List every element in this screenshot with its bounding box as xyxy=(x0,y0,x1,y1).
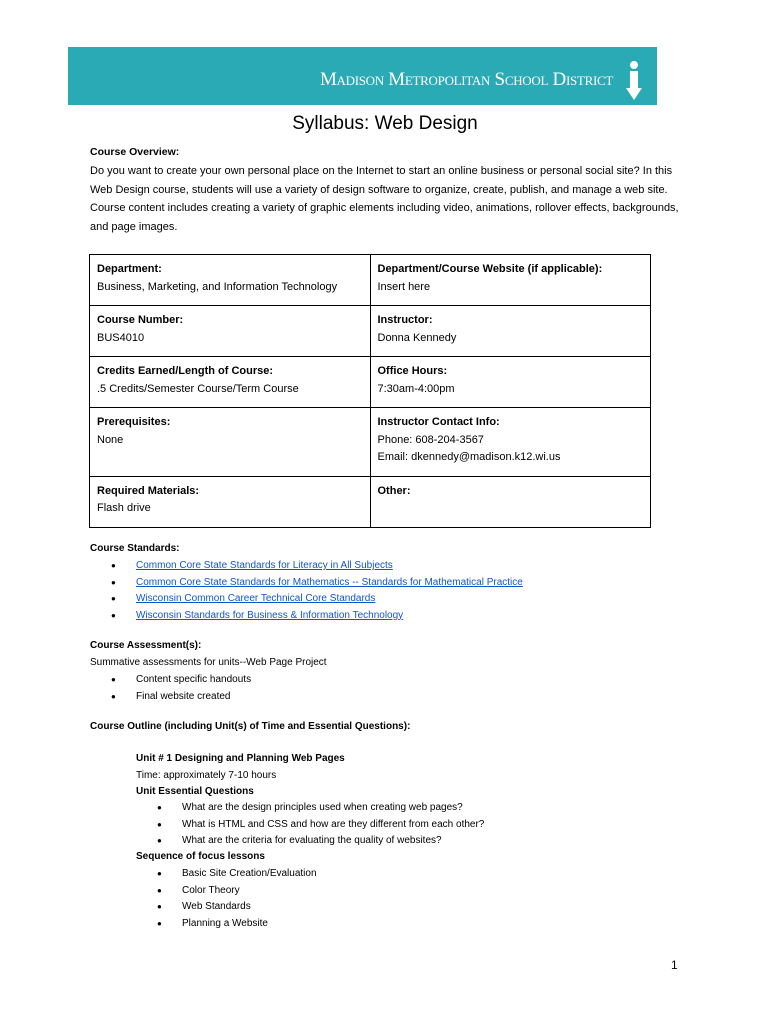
list-item xyxy=(111,591,523,608)
instructor-label: Instructor: xyxy=(377,314,433,326)
instructor-value: Donna Kennedy xyxy=(377,331,457,344)
bullet-icon: ● xyxy=(111,691,116,701)
contact-phone: Phone: 608-204-3567 xyxy=(377,433,484,446)
outline-heading: Course Outline (including Unit(s) of Time and Essential Questions): xyxy=(90,721,411,732)
department-cell xyxy=(90,255,371,306)
list-item xyxy=(111,575,523,592)
standards-link-mathematics[interactable]: Common Core State Standards for Mathematics -- Standards for Mathematical Practice xyxy=(136,576,523,588)
bullet-icon: ● xyxy=(157,869,162,878)
list-item xyxy=(111,689,251,706)
website-cell xyxy=(370,255,651,306)
i-figure-arrow-icon xyxy=(625,60,643,102)
table-row xyxy=(90,255,651,306)
bullet-icon: ● xyxy=(111,610,116,620)
bullet-icon: ● xyxy=(157,836,162,846)
lesson-item: Color Theory xyxy=(182,884,240,896)
standards-link-literacy[interactable]: Common Core State Standards for Literacy in All Subjects xyxy=(136,560,393,571)
essential-questions-list xyxy=(157,800,484,850)
course-number-label: Course Number: xyxy=(97,314,184,326)
bullet-icon: ● xyxy=(157,885,162,895)
bullet-icon: ● xyxy=(157,918,162,928)
list-item xyxy=(157,916,317,933)
unit-title: Unit # 1 Designing and Planning Web Pages xyxy=(136,753,345,764)
table-row xyxy=(90,306,651,357)
sequence-heading: Sequence of focus lessons xyxy=(136,851,265,862)
office-hours-value: 7:30am-4:00pm xyxy=(377,382,455,395)
instructor-cell xyxy=(370,306,651,357)
course-info-table xyxy=(89,254,651,528)
page-number: 1 xyxy=(671,958,678,972)
lessons-list xyxy=(157,866,317,932)
lesson-item: Planning a Website xyxy=(182,917,268,929)
bullet-icon: ● xyxy=(111,594,116,604)
question-item: What is HTML and CSS and how are they different from each other? xyxy=(182,818,485,830)
materials-cell xyxy=(90,476,371,527)
question-item: What are the criteria for evaluating the quality of websites? xyxy=(182,835,442,847)
standards-list xyxy=(111,558,523,624)
other-label: Other: xyxy=(377,484,411,497)
table-row xyxy=(90,408,651,477)
page-title: Syllabus: Web Design xyxy=(292,113,478,134)
prerequisites-label: Prerequisites: xyxy=(97,416,171,428)
materials-label: Required Materials: xyxy=(97,484,200,497)
department-label: Department: xyxy=(97,263,162,275)
list-item xyxy=(111,608,523,625)
prerequisites-value: None xyxy=(97,433,124,446)
question-item: What are the design principles used when creating web pages? xyxy=(182,802,463,813)
credits-label: Credits Earned/Length of Course: xyxy=(97,365,274,377)
assessment-item: Content specific handouts xyxy=(136,674,252,685)
list-item xyxy=(157,866,317,883)
overview-heading: Course Overview: xyxy=(90,146,180,158)
materials-value: Flash drive xyxy=(97,502,151,514)
assessment-intro: Summative assessments for units--Web Page Project xyxy=(90,657,327,668)
department-value: Business, Marketing, and Information Technology xyxy=(97,280,338,293)
contact-label: Instructor Contact Info: xyxy=(377,416,500,428)
list-item xyxy=(157,899,317,916)
bullet-icon: ● xyxy=(111,577,116,587)
standards-link-career-technical[interactable]: Wisconsin Common Career Technical Core Standards xyxy=(136,593,376,605)
credits-value: .5 Credits/Semester Course/Term Course xyxy=(97,382,299,395)
bullet-icon: ● xyxy=(111,561,116,570)
assessment-item: Final website created xyxy=(136,690,231,702)
lesson-item: Basic Site Creation/Evaluation xyxy=(182,868,317,879)
unit-time: Time: approximately 7-10 hours xyxy=(136,770,277,781)
course-number-value: BUS4010 xyxy=(97,331,145,344)
list-item xyxy=(157,800,484,817)
list-item xyxy=(157,817,484,834)
office-hours-cell xyxy=(370,357,651,408)
district-banner xyxy=(68,47,657,105)
essential-questions-heading: Unit Essential Questions xyxy=(136,786,254,797)
table-row xyxy=(90,357,651,408)
office-hours-label: Office Hours: xyxy=(377,365,448,377)
website-value: Insert here xyxy=(377,280,431,293)
prerequisites-cell xyxy=(90,408,371,477)
list-item xyxy=(157,883,317,900)
list-item xyxy=(157,833,484,850)
credits-cell xyxy=(90,357,371,408)
website-label: Department/Course Website (if applicable): xyxy=(377,263,603,275)
district-name: Madison Metropolitan School District xyxy=(319,69,613,90)
bullet-icon: ● xyxy=(157,819,162,829)
bullet-icon: ● xyxy=(111,675,116,684)
assessment-heading: Course Assessment(s): xyxy=(90,640,202,651)
other-cell xyxy=(370,476,651,527)
overview-text: Do you want to create your own personal place on the Internet to start an online business or personal social site? In this Web Design course, students will use a variety of design software to organize, create, publish, and manage a web site. Course content includes creating a variety of graphic elements including video, animations, rollover effects, backgrounds, and page images. xyxy=(90,165,679,233)
bullet-icon: ● xyxy=(157,803,162,812)
lesson-item: Web Standards xyxy=(182,901,251,913)
contact-cell xyxy=(370,408,651,477)
course-number-cell xyxy=(90,306,371,357)
assessment-list xyxy=(111,672,251,705)
list-item xyxy=(111,672,251,689)
standards-heading: Course Standards: xyxy=(90,543,180,554)
contact-email: Email: dkennedy@madison.k12.wi.us xyxy=(377,451,561,463)
table-row xyxy=(90,476,651,527)
list-item xyxy=(111,558,523,575)
bullet-icon: ● xyxy=(157,902,162,912)
standards-link-business-it[interactable]: Wisconsin Standards for Business & Information Technology xyxy=(136,609,404,621)
